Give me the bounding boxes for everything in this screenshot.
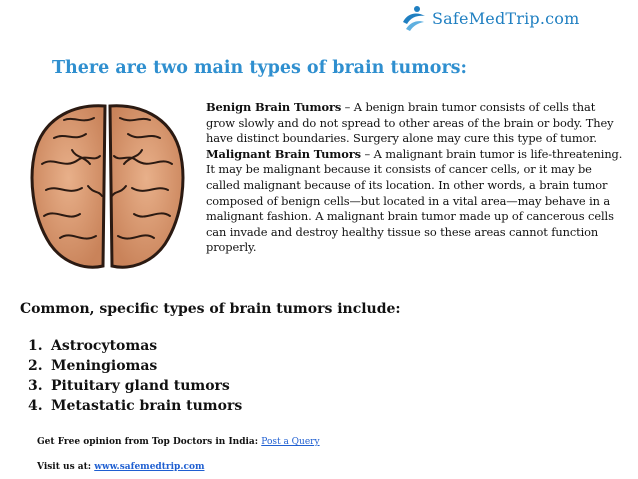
tumor-types-description	[206, 100, 624, 256]
list-item	[28, 336, 242, 356]
tumor-type-list	[28, 336, 242, 416]
list-item	[28, 356, 242, 376]
benign-text: – A benign brain tumor consists of cells that grow slowly and do not spread to other areas of the brain or body. They have distinct boundaries. Surgery alone may cure this type of tumor.	[206, 100, 614, 146]
list-number: 2.	[28, 358, 43, 374]
list-number: 1.	[28, 338, 43, 354]
common-types-heading: Common, specific types of brain tumors include:	[20, 301, 401, 317]
page-heading: There are two main types of brain tumors:	[52, 58, 467, 78]
opinion-footer	[37, 437, 320, 447]
benign-paragraph	[206, 100, 624, 147]
list-item	[28, 376, 242, 396]
list-label: Pituitary gland tumors	[51, 378, 230, 394]
malignant-text: – A malignant brain tumor is life-threatening. It may be malignant because it consists of cancer cells, or it may be called malignant because of its location. In other words, a brain tumor composed of benign cells—but located in a vital area—may behave in a malignant fashion. A malignant brain tumor made up of cancerous cells can invade and destroy healthy tissue so these areas cannot function properly.	[206, 146, 623, 255]
swoosh-logo-icon	[400, 4, 428, 32]
visit-footer	[37, 462, 204, 472]
benign-term: Benign Brain Tumors	[206, 100, 342, 114]
list-label: Metastatic brain tumors	[51, 398, 243, 414]
website-link[interactable]: www.safemedtrip.com	[94, 462, 205, 472]
opinion-separator: :	[254, 437, 262, 447]
post-query-link[interactable]: Post a Query	[261, 437, 320, 447]
list-item	[28, 396, 242, 416]
malignant-paragraph	[206, 147, 624, 256]
list-label: Astrocytomas	[51, 338, 158, 354]
brand-logo[interactable]	[400, 4, 580, 32]
brain-illustration	[24, 98, 190, 274]
list-number: 3.	[28, 378, 43, 394]
visit-text: Visit us at:	[37, 462, 95, 472]
opinion-text: Get Free opinion from Top Doctors in India	[37, 437, 255, 447]
brand-name: SafeMedTrip.com	[432, 8, 580, 28]
list-number: 4.	[28, 398, 43, 414]
malignant-term: Malignant Brain Tumors	[206, 146, 361, 161]
list-label: Meningiomas	[51, 358, 158, 374]
